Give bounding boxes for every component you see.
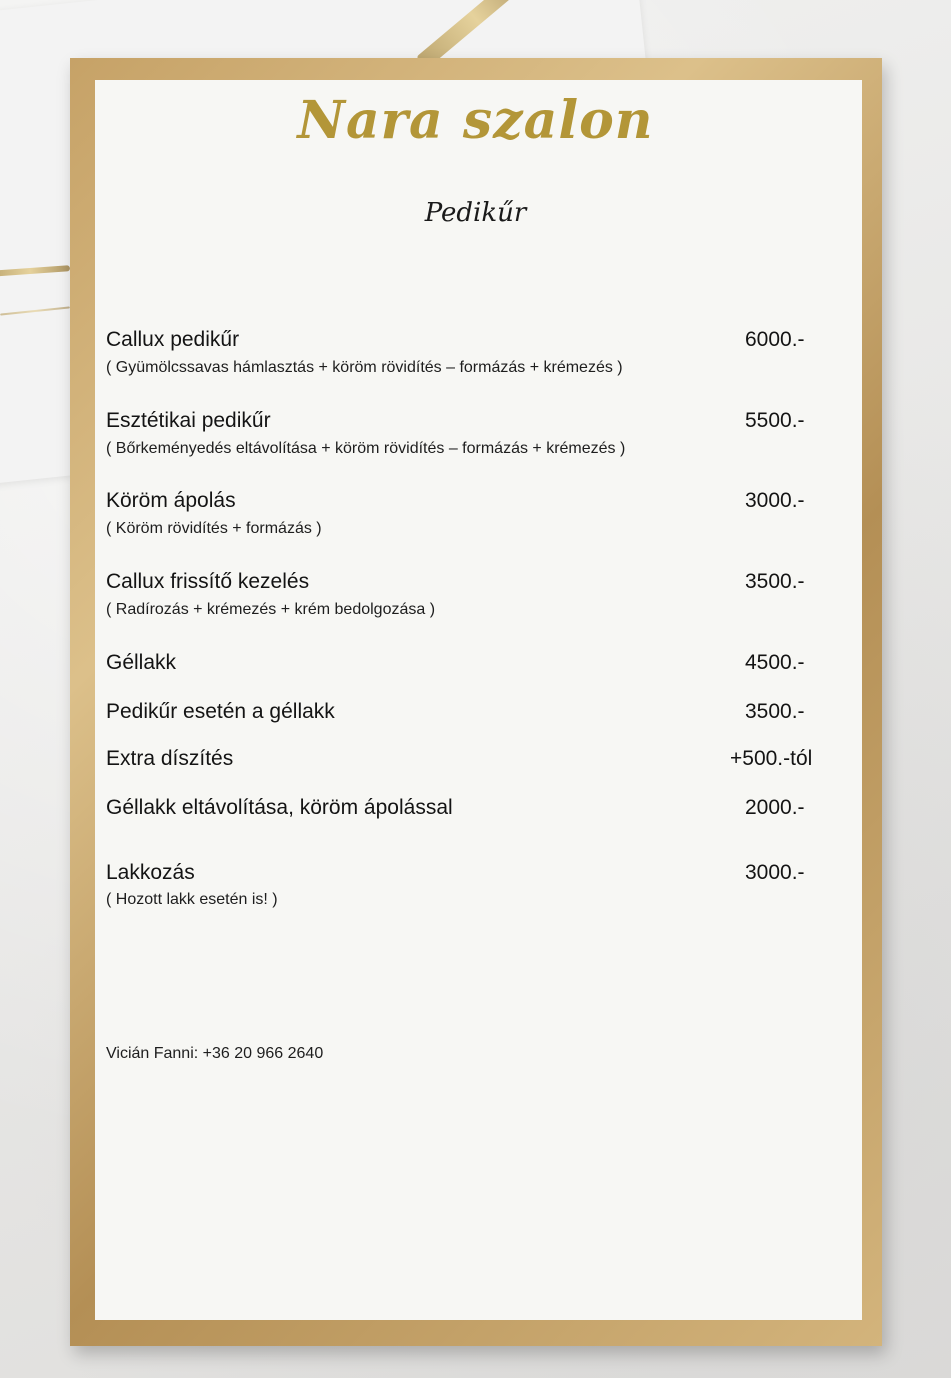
menu-item-price: 4500.- <box>745 651 805 674</box>
menu-item-name: Callux frissítő kezelés <box>106 570 310 593</box>
menu-item-price: 6000.- <box>745 328 805 351</box>
menu-item-price: 3000.- <box>745 861 805 884</box>
menu-item-description: ( Köröm rövidítés + formázás ) <box>106 520 322 537</box>
menu-item-description: ( Radírozás + krémezés + krém bedolgozása ) <box>106 601 436 618</box>
menu-item-name: Extra díszítés <box>106 747 234 770</box>
menu-item-description: ( Hozott lakk esetén is! ) <box>106 891 278 908</box>
contact-info: Vicián Fanni: +36 20 966 2640 <box>106 1045 324 1062</box>
menu-item-price: 5500.- <box>745 409 805 432</box>
menu-item-price: +500.-tól <box>730 747 813 770</box>
menu-item-name: Lakkozás <box>106 861 195 884</box>
menu-item-name: Pedikűr esetén a géllakk <box>106 700 335 723</box>
menu-item-price: 3000.- <box>745 489 805 512</box>
menu-category: Pedikűr <box>424 198 527 228</box>
menu-item-price: 3500.- <box>745 570 805 593</box>
menu-item-price: 3500.- <box>745 700 805 723</box>
salon-title: Nara szalon <box>297 90 654 151</box>
menu-item-description: ( Gyümölcssavas hámlasztás + köröm rövidítés – formázás + krémezés ) <box>106 359 623 376</box>
menu-item-description: ( Bőrkeményedés eltávolítása + köröm rövidítés – formázás + krémezés ) <box>106 440 626 457</box>
menu-item-name: Géllakk eltávolítása, köröm ápolással <box>106 796 453 819</box>
menu-item-name: Esztétikai pedikűr <box>106 409 271 432</box>
menu-item-name: Callux pedikűr <box>106 328 240 351</box>
menu-item-price: 2000.- <box>745 796 805 819</box>
menu-item-name: Géllakk <box>106 651 177 674</box>
menu-item-name: Köröm ápolás <box>106 489 236 512</box>
